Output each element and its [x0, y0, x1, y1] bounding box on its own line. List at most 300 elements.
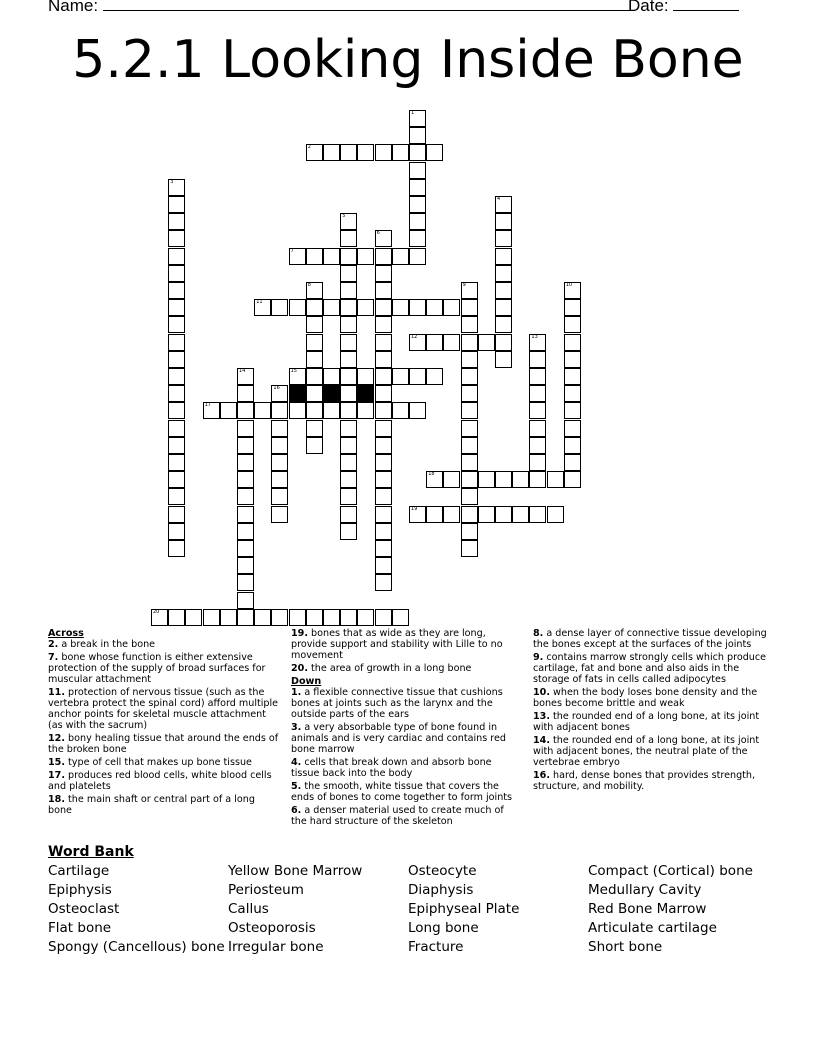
crossword-cell[interactable]: [375, 523, 392, 540]
crossword-cell[interactable]: [375, 437, 392, 454]
word-bank-item: Callus: [228, 901, 269, 917]
crossword-cell[interactable]: [306, 282, 323, 299]
crossword-cell[interactable]: [168, 230, 185, 247]
crossword-cell[interactable]: [237, 506, 254, 523]
clue-number: 14: [239, 368, 246, 374]
word-bank-item: Short bone: [588, 939, 663, 955]
clue-number: 20: [153, 608, 160, 615]
crossword-cell[interactable]: [375, 282, 392, 299]
crossword-cell[interactable]: [168, 299, 185, 316]
crossword-cell[interactable]: [409, 144, 426, 161]
crossword-cell[interactable]: [409, 179, 426, 196]
clues-col-1: [48, 628, 280, 818]
crossword-cell[interactable]: [478, 334, 495, 351]
crossword-cell[interactable]: [289, 402, 306, 419]
crossword-cell[interactable]: [375, 609, 392, 626]
crossword-cell[interactable]: [340, 351, 357, 368]
clue-number: 16.: [533, 770, 550, 781]
crossword-cell[interactable]: [168, 420, 185, 437]
crossword-cell[interactable]: [392, 248, 409, 265]
crossword-cell[interactable]: [340, 420, 357, 437]
crossword-cell[interactable]: [426, 471, 443, 488]
crossword-cell[interactable]: [357, 368, 374, 385]
crossword-cell[interactable]: [271, 454, 288, 471]
crossword-cell[interactable]: [495, 282, 512, 299]
crossword-cell[interactable]: [289, 299, 306, 316]
crossword-cell[interactable]: [512, 506, 529, 523]
clue-number: 19.: [291, 628, 308, 639]
crossword-cell[interactable]: [306, 299, 323, 316]
crossword-cell[interactable]: [340, 488, 357, 505]
crossword-cell[interactable]: [375, 368, 392, 385]
crossword-cell[interactable]: [375, 488, 392, 505]
crossword-cell[interactable]: [168, 179, 185, 196]
word-bank-item: Long bone: [408, 920, 479, 936]
clue-number: 15.: [48, 757, 65, 768]
clue-text: the rounded end of a long bone, at its joint with adjacent bones, the neutral plate of the vertebrae embryo: [533, 735, 760, 768]
clue-text: the rounded end of a long bone, at its joint with adjacent bones: [533, 711, 760, 733]
crossword-cell[interactable]: [409, 506, 426, 523]
clue-number: 12.: [48, 733, 65, 744]
crossword-cell[interactable]: [375, 316, 392, 333]
word-bank-column: [588, 862, 753, 957]
clue-number: 20.: [291, 663, 308, 674]
crossword-cell[interactable]: [306, 334, 323, 351]
across-clue: [48, 770, 280, 792]
word-bank-item: Diaphysis: [408, 882, 474, 898]
crossword-cell[interactable]: [237, 609, 254, 626]
crossword-cell[interactable]: [271, 488, 288, 505]
crossword-cell[interactable]: [461, 437, 478, 454]
crossword-cell[interactable]: [375, 334, 392, 351]
crossword-cell[interactable]: [409, 213, 426, 230]
crossword-cell[interactable]: [375, 574, 392, 591]
crossword-cell[interactable]: [220, 609, 237, 626]
crossword-cell[interactable]: [168, 196, 185, 213]
crossword-cell[interactable]: [409, 248, 426, 265]
down-clue: [291, 805, 521, 827]
crossword-cell[interactable]: [461, 334, 478, 351]
crossword-black-cell: [289, 385, 306, 402]
clue-number: 8: [307, 282, 311, 288]
crossword-cell[interactable]: [461, 351, 478, 368]
crossword-cell[interactable]: [323, 402, 340, 419]
crossword-cell[interactable]: [461, 385, 478, 402]
crossword-cell[interactable]: [375, 471, 392, 488]
crossword-cell[interactable]: [375, 506, 392, 523]
clue-number: 5: [342, 213, 346, 220]
crossword-cell[interactable]: [168, 351, 185, 368]
down-clue: [533, 770, 767, 792]
crossword-cell[interactable]: [375, 248, 392, 265]
crossword-cell[interactable]: [461, 316, 478, 333]
crossword-cell[interactable]: [340, 334, 357, 351]
clue-number: 7.: [48, 652, 59, 663]
clue-number: 16: [273, 385, 280, 392]
crossword-cell[interactable]: [220, 402, 237, 419]
clue-text: contains marrow strongly cells which produce cartilage, fat and bone and also aids in the storage of fats in cells called adipocytes: [533, 652, 767, 685]
word-bank-column: [228, 862, 362, 957]
crossword-cell[interactable]: [495, 351, 512, 368]
crossword-cell[interactable]: [529, 454, 546, 471]
crossword-cell[interactable]: [340, 437, 357, 454]
crossword-cell[interactable]: [168, 385, 185, 402]
crossword-cell[interactable]: [237, 420, 254, 437]
crossword-cell[interactable]: [340, 368, 357, 385]
crossword-cell[interactable]: [495, 471, 512, 488]
crossword-cell[interactable]: [340, 316, 357, 333]
crossword-cell[interactable]: [289, 609, 306, 626]
crossword-cell[interactable]: [375, 230, 392, 247]
crossword-cell[interactable]: [495, 265, 512, 282]
clue-text: bones that as wide as they are long, provide support and stability with Lille to no movement: [291, 628, 503, 661]
crossword-cell[interactable]: [357, 609, 374, 626]
crossword-cell[interactable]: [529, 334, 546, 351]
crossword-cell[interactable]: [340, 248, 357, 265]
crossword-cell[interactable]: [357, 402, 374, 419]
crossword-cell[interactable]: [323, 299, 340, 316]
crossword-cell[interactable]: [340, 230, 357, 247]
crossword-cell[interactable]: [409, 127, 426, 144]
crossword-cell[interactable]: [443, 506, 460, 523]
clue-number: 13: [531, 333, 538, 340]
crossword-cell[interactable]: [357, 299, 374, 316]
crossword-cell[interactable]: [461, 299, 478, 316]
crossword-cell[interactable]: [375, 454, 392, 471]
crossword-cell[interactable]: [340, 385, 357, 402]
crossword-cell[interactable]: [461, 506, 478, 523]
crossword-cell[interactable]: [340, 282, 357, 299]
crossword-cell[interactable]: [461, 454, 478, 471]
crossword-cell[interactable]: [564, 437, 581, 454]
crossword-cell[interactable]: [375, 265, 392, 282]
crossword-cell[interactable]: [529, 385, 546, 402]
crossword-cell[interactable]: [426, 506, 443, 523]
clue-number: 14.: [533, 735, 550, 746]
crossword-cell[interactable]: [168, 609, 185, 626]
crossword-cell[interactable]: [168, 540, 185, 557]
crossword-cell[interactable]: [340, 299, 357, 316]
clue-text: cells that break down and absorb bone tissue back into the body: [291, 757, 492, 779]
crossword-cell[interactable]: [340, 402, 357, 419]
clue-number: 6: [376, 230, 380, 237]
crossword-cell[interactable]: [168, 402, 185, 419]
crossword-cell[interactable]: [392, 609, 409, 626]
name-label: Name:: [48, 0, 99, 15]
crossword-cell[interactable]: [271, 437, 288, 454]
crossword-cell[interactable]: [461, 402, 478, 419]
crossword-cell[interactable]: [168, 213, 185, 230]
crossword-cell[interactable]: [306, 351, 323, 368]
crossword-cell[interactable]: [168, 248, 185, 265]
across-clue: [48, 652, 280, 685]
crossword-cell[interactable]: [306, 248, 323, 265]
crossword-cell[interactable]: [409, 110, 426, 127]
crossword-cell[interactable]: [375, 385, 392, 402]
clue-number: 19: [411, 505, 418, 512]
crossword-cell[interactable]: [306, 402, 323, 419]
crossword-cell[interactable]: [409, 299, 426, 316]
crossword-cell[interactable]: [340, 609, 357, 626]
crossword-cell[interactable]: [409, 402, 426, 419]
crossword-cell[interactable]: [564, 334, 581, 351]
crossword-cell[interactable]: [323, 368, 340, 385]
crossword-cell[interactable]: [443, 299, 460, 316]
word-bank-item: Fracture: [408, 939, 464, 955]
crossword-cell[interactable]: [357, 144, 374, 161]
crossword-cell[interactable]: [375, 299, 392, 316]
crossword-cell[interactable]: [237, 592, 254, 609]
crossword-cell[interactable]: [168, 282, 185, 299]
crossword-cell[interactable]: [168, 488, 185, 505]
crossword-cell[interactable]: [237, 488, 254, 505]
clue-number: 11: [256, 299, 263, 306]
across-clue: [48, 733, 280, 755]
clue-number: 4: [497, 196, 501, 202]
crossword-cell[interactable]: [409, 334, 426, 351]
crossword-cell[interactable]: [237, 523, 254, 540]
down-clue: [291, 722, 521, 755]
clue-number: 12: [411, 333, 418, 340]
clue-text: a flexible connective tissue that cushions bones at joints such as the larynx and the outside parts of the ears: [291, 687, 503, 720]
clue-text: a dense layer of connective tissue developing the bones except at the surfaces of the joints: [533, 628, 767, 650]
date-label: Date:: [628, 0, 669, 15]
crossword-cell[interactable]: [409, 196, 426, 213]
clue-number: 1.: [291, 687, 302, 698]
crossword-cell[interactable]: [564, 368, 581, 385]
crossword-cell[interactable]: [529, 506, 546, 523]
crossword-cell[interactable]: [237, 574, 254, 591]
crossword-cell[interactable]: [495, 230, 512, 247]
crossword-cell[interactable]: [168, 265, 185, 282]
crossword-cell[interactable]: [168, 471, 185, 488]
crossword-cell[interactable]: [237, 454, 254, 471]
crossword-cell[interactable]: [461, 523, 478, 540]
clue-number: 2: [307, 144, 311, 151]
crossword-cell[interactable]: [289, 248, 306, 265]
crossword-cell[interactable]: [168, 368, 185, 385]
crossword-cell[interactable]: [529, 420, 546, 437]
crossword-cell[interactable]: [340, 144, 357, 161]
page-title: 5.2.1 Looking Inside Bone: [72, 30, 744, 90]
clue-text: the smooth, white tissue that covers the ends of bones to come together to form joints: [291, 781, 513, 803]
crossword-cell[interactable]: [306, 144, 323, 161]
crossword-cell[interactable]: [547, 471, 564, 488]
crossword-cell[interactable]: [529, 437, 546, 454]
down-clue: [533, 711, 767, 733]
crossword-cell[interactable]: [461, 420, 478, 437]
crossword-cell[interactable]: [185, 609, 202, 626]
crossword-cell[interactable]: [254, 402, 271, 419]
word-bank-item: Irregular bone: [228, 939, 324, 955]
crossword-cell[interactable]: [529, 471, 546, 488]
across-clue: [291, 663, 521, 674]
crossword-cell[interactable]: [254, 299, 271, 316]
crossword-cell[interactable]: [529, 368, 546, 385]
crossword-cell[interactable]: [237, 437, 254, 454]
crossword-cell[interactable]: [461, 368, 478, 385]
clue-number: 1: [411, 110, 415, 116]
clue-text: type of cell that makes up bone tissue: [65, 757, 252, 768]
crossword-cell[interactable]: [443, 334, 460, 351]
crossword-cell[interactable]: [323, 144, 340, 161]
crossword-cell[interactable]: [375, 420, 392, 437]
crossword-cell[interactable]: [323, 609, 340, 626]
crossword-cell[interactable]: [426, 368, 443, 385]
clue-text: a break in the bone: [58, 639, 156, 650]
crossword-cell[interactable]: [271, 402, 288, 419]
crossword-cell[interactable]: [237, 471, 254, 488]
crossword-cell[interactable]: [564, 420, 581, 437]
across-clue: [291, 628, 521, 661]
clue-text: when the body loses bone density and the bones become brittle and weak: [533, 687, 758, 709]
down-clue: [533, 687, 767, 709]
crossword-cell[interactable]: [271, 299, 288, 316]
crossword-cell[interactable]: [495, 334, 512, 351]
crossword-cell[interactable]: [168, 316, 185, 333]
crossword-cell[interactable]: [306, 368, 323, 385]
crossword-cell[interactable]: [478, 471, 495, 488]
down-clue: [533, 652, 767, 685]
crossword-cell[interactable]: [375, 144, 392, 161]
crossword-cell[interactable]: [306, 609, 323, 626]
crossword-cell[interactable]: [547, 506, 564, 523]
crossword-cell[interactable]: [426, 299, 443, 316]
crossword-cell[interactable]: [271, 385, 288, 402]
crossword-cell[interactable]: [529, 351, 546, 368]
crossword-cell[interactable]: [392, 368, 409, 385]
crossword-cell[interactable]: [203, 609, 220, 626]
clue-number: 18.: [48, 794, 65, 805]
crossword-cell[interactable]: [237, 402, 254, 419]
crossword-cell[interactable]: [237, 368, 254, 385]
clue-text: hard, dense bones that provides strength, structure, and mobility.: [533, 770, 756, 792]
word-bank-item: Flat bone: [48, 920, 112, 936]
crossword-cell[interactable]: [564, 385, 581, 402]
crossword-cell[interactable]: [271, 609, 288, 626]
clue-text: bone whose function is either extensive protection of the supply of broad surfaces for muscular attachment: [48, 652, 266, 685]
crossword-cell[interactable]: [564, 454, 581, 471]
clue-number: 2.: [48, 639, 59, 650]
crossword-cell[interactable]: [409, 368, 426, 385]
word-bank-item: Osteocyte: [408, 863, 477, 879]
crossword-cell[interactable]: [495, 248, 512, 265]
down-clue: [291, 781, 521, 803]
crossword-cell[interactable]: [340, 523, 357, 540]
crossword-cell[interactable]: [461, 471, 478, 488]
crossword-cell[interactable]: [495, 299, 512, 316]
clue-number: 9: [462, 282, 466, 288]
crossword-cell[interactable]: [495, 213, 512, 230]
crossword-cell[interactable]: [443, 471, 460, 488]
crossword-cell[interactable]: [564, 299, 581, 316]
crossword-cell[interactable]: [306, 420, 323, 437]
clue-number: 11.: [48, 687, 65, 698]
crossword-cell[interactable]: [375, 402, 392, 419]
crossword-cell[interactable]: [340, 265, 357, 282]
crossword-cell[interactable]: [495, 506, 512, 523]
clue-number: 18: [428, 471, 435, 478]
crossword-cell[interactable]: [564, 402, 581, 419]
crossword-cell[interactable]: [323, 248, 340, 265]
crossword-cell[interactable]: [392, 299, 409, 316]
crossword-cell[interactable]: [461, 488, 478, 505]
crossword-cell[interactable]: [461, 282, 478, 299]
crossword-cell[interactable]: [461, 540, 478, 557]
crossword-cell[interactable]: [340, 213, 357, 230]
crossword-cell[interactable]: [168, 506, 185, 523]
crossword-cell[interactable]: [168, 454, 185, 471]
crossword-cell[interactable]: [340, 471, 357, 488]
clue-text: protection of nervous tissue (such as the vertebra protect the spinal cord) afford multiple anchor points for skeletal muscle attachment (as with the sacrum): [48, 687, 279, 731]
crossword-cell[interactable]: [357, 248, 374, 265]
crossword-cell[interactable]: [237, 385, 254, 402]
crossword-cell[interactable]: [306, 316, 323, 333]
crossword-cell[interactable]: [564, 351, 581, 368]
word-bank-title: Word Bank: [48, 844, 134, 860]
crossword-cell[interactable]: [168, 334, 185, 351]
crossword-cell[interactable]: [529, 402, 546, 419]
crossword-cell[interactable]: [426, 334, 443, 351]
crossword-cell[interactable]: [168, 523, 185, 540]
down-clue: [291, 757, 521, 779]
clue-number: 10: [565, 282, 573, 288]
crossword-cell[interactable]: [237, 540, 254, 557]
crossword-cell[interactable]: [375, 557, 392, 574]
crossword-cell[interactable]: [426, 144, 443, 161]
crossword-cell[interactable]: [564, 471, 581, 488]
down-heading: Down: [291, 676, 322, 687]
crossword-black-cell: [357, 385, 374, 402]
crossword-cell[interactable]: [271, 420, 288, 437]
word-bank-item: Yellow Bone Marrow: [228, 863, 363, 879]
clue-number: 7: [290, 247, 294, 254]
crossword-cell[interactable]: [564, 316, 581, 333]
crossword-cell[interactable]: [409, 230, 426, 247]
crossword-cell[interactable]: [306, 385, 323, 402]
crossword-cell[interactable]: [254, 609, 271, 626]
crossword-cell[interactable]: [375, 540, 392, 557]
crossword-cell[interactable]: [375, 351, 392, 368]
clue-number: 8.: [533, 628, 544, 639]
crossword-cell[interactable]: [289, 368, 306, 385]
crossword-cell[interactable]: [203, 402, 220, 419]
clue-number: 4.: [291, 757, 302, 768]
crossword-cell[interactable]: [478, 506, 495, 523]
crossword-cell[interactable]: [512, 471, 529, 488]
clue-number: 15: [290, 368, 297, 374]
crossword-cell[interactable]: [392, 144, 409, 161]
crossword-cell[interactable]: [151, 609, 168, 626]
crossword-cell[interactable]: [495, 196, 512, 213]
crossword-cell[interactable]: [306, 437, 323, 454]
down-clue: [533, 628, 767, 650]
crossword-cell[interactable]: [495, 316, 512, 333]
crossword-cell[interactable]: [564, 282, 581, 299]
crossword-cell[interactable]: [340, 506, 357, 523]
crossword-black-cell: [323, 385, 340, 402]
crossword-cell[interactable]: [340, 454, 357, 471]
crossword-cell[interactable]: [271, 471, 288, 488]
crossword-cell[interactable]: [237, 557, 254, 574]
crossword-cell[interactable]: [168, 437, 185, 454]
crossword-cell[interactable]: [271, 506, 288, 523]
crossword-cell[interactable]: [409, 162, 426, 179]
clue-text: a denser material used to create much of the hard structure of the skeleton: [291, 805, 504, 827]
across-clue: [48, 794, 280, 816]
crossword-cell[interactable]: [392, 402, 409, 419]
across-clue: [48, 687, 280, 731]
